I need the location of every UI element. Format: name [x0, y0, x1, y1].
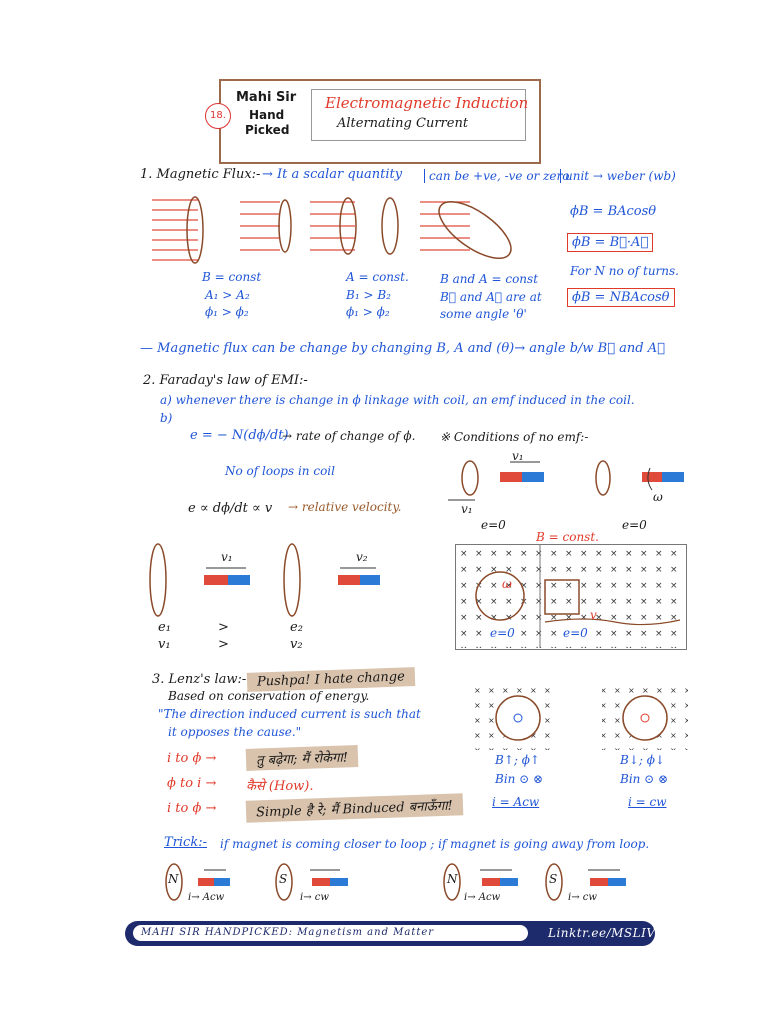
- cond-e0-b: e=0: [622, 518, 647, 532]
- cond-omega-label: ω: [653, 490, 663, 504]
- b-const-label: B = const.: [536, 530, 599, 544]
- flux-heading: 1. Magnetic Flux:-: [140, 167, 261, 182]
- m1-pole: N: [168, 872, 179, 886]
- m2-current: i→ cw: [300, 892, 329, 903]
- loop-b2: [382, 198, 398, 254]
- relative-velocity: → relative velocity.: [288, 500, 402, 514]
- author-line2: Hand: [249, 108, 285, 122]
- lenz-line2-label: ϕ to i →: [167, 776, 217, 791]
- author-line1: Mahi Sir: [236, 90, 297, 105]
- footer-link[interactable]: Linktr.ee/MSLIVE: [548, 926, 665, 940]
- left-fig-line3: i = Acw: [492, 795, 540, 809]
- page-title: Electromagnetic Induction: [325, 94, 529, 112]
- right-fig-line2: Bin ⊙ ⊗: [620, 772, 669, 786]
- case2-line1: A = const.: [346, 270, 409, 284]
- case3-line3: some angle 'θ': [440, 307, 527, 321]
- flux-def-unit: unit → weber (wb): [560, 169, 676, 183]
- cmp-e1: e₁: [158, 620, 171, 635]
- case2-line3: ϕ₁ > ϕ₂: [346, 305, 390, 319]
- field-v-label: v: [590, 608, 597, 622]
- m4-pole: S: [549, 872, 558, 886]
- faraday-point-a: a) whenever there is change in ϕ linkage with coil, an emf induced in the coil.: [160, 393, 635, 407]
- cmp-v2: v₂: [290, 637, 303, 652]
- emf-proportional: e ∝ dϕ/dt ∝ v: [188, 501, 273, 516]
- lenz-loop-diagrams: [470, 682, 690, 752]
- lenz-quote1: "The direction induced current is such that: [158, 707, 421, 721]
- no-emf-conditions: ※ Conditions of no emf:-: [440, 430, 589, 444]
- m4-current: i→ cw: [568, 892, 597, 903]
- faraday-point-b: b): [160, 411, 173, 425]
- flux-diagrams: [150, 190, 530, 270]
- flux-def-scalar: → It a scalar quantity: [262, 167, 403, 182]
- field-e0-a: e=0: [490, 626, 515, 640]
- case1-line1: B = const: [202, 270, 262, 284]
- flux-change-note: — Magnetic flux can be change by changing B, A and (θ)→ angle b/w B⃗ and A⃗: [140, 341, 665, 356]
- lenz-based: Based on conservation of energy.: [168, 689, 370, 703]
- n-turns-note: For N no of turns.: [570, 264, 679, 278]
- case2-line2: B₁ > B₂: [346, 288, 391, 302]
- cmp-v1-label: v₁: [221, 550, 233, 564]
- no-of-loops: No of loops in coil: [225, 464, 335, 478]
- footer-series-title: MAHI SIR HANDPICKED: Magnetism and Matter: [133, 925, 528, 941]
- case3-line2: B⃗ and A⃗ are at: [440, 290, 542, 304]
- loop-tilted: [430, 191, 519, 269]
- page-number-badge: 18.: [205, 103, 231, 129]
- lenz-heading: 3. Lenz's law:-: [152, 672, 247, 687]
- faraday-heading: 2. Faraday's law of EMI:-: [143, 373, 308, 388]
- no-emf-diagrams: [440, 448, 700, 518]
- field-lines-b: [240, 202, 280, 250]
- flux-eq1: ϕB = BAcosθ: [570, 204, 657, 219]
- cmp-e2: e₂: [290, 620, 303, 635]
- cmp-v1: v₁: [158, 637, 171, 652]
- pushpa-tape: Pushpa! I hate change: [247, 667, 415, 692]
- m2-pole: S: [279, 872, 288, 886]
- flux-eq2: ϕB = B⃗·A⃗: [567, 233, 653, 252]
- trick-label: Trick:-: [164, 835, 207, 850]
- right-fig-line3: i = cw: [628, 795, 667, 809]
- m3-current: i→ Acw: [464, 892, 501, 903]
- m1-current: i→ Acw: [188, 892, 225, 903]
- cond-v1b-label: v₁: [461, 502, 473, 516]
- cond-v1-label: v₁: [512, 449, 524, 463]
- flux-def-sign: can be +ve, -ve or zero: [424, 169, 570, 183]
- field-lines-a: [152, 200, 198, 260]
- case3-line1: B and A = const: [440, 272, 539, 286]
- lenz-line1-label: i to ϕ →: [167, 751, 217, 766]
- left-fig-line2: Bin ⊙ ⊗: [495, 772, 544, 786]
- right-fig-line1: B↓; ϕ↓: [620, 753, 665, 767]
- cond-e0-a: e=0: [481, 518, 506, 532]
- page-subtitle: Alternating Current: [337, 116, 469, 131]
- cmp-v2-label: v₂: [356, 550, 368, 564]
- field-lines-c: [310, 202, 355, 250]
- cmp-gt1: >: [218, 620, 229, 635]
- field-omega-label: ω: [502, 577, 512, 591]
- field-e0-b: e=0: [563, 626, 588, 640]
- lenz-line1-hindi: तु बढ़ेगा; मैं रोकेगा!: [246, 745, 359, 771]
- emf-equation: e = − N(dϕ/dt): [190, 428, 289, 443]
- author-line3: Picked: [245, 123, 290, 137]
- rate-of-change: → rate of change of ϕ.: [282, 429, 416, 443]
- case1-line2: A₁ > A₂: [205, 288, 250, 302]
- flux-eq3: ϕB = NBAcosθ: [567, 288, 675, 307]
- lenz-line2-hindi: कैसे (How).: [246, 779, 314, 794]
- lenz-line3-hindi: Simple है रे; मैं Binduced बनाऊँगा!: [246, 793, 463, 823]
- left-fig-line1: B↑; ϕ↑: [495, 753, 540, 767]
- cmp-gt2: >: [218, 637, 229, 652]
- emf-comparison-diagram: [140, 540, 380, 620]
- lenz-line3-label: i to ϕ →: [167, 801, 217, 816]
- case1-line3: ϕ₁ > ϕ₂: [205, 305, 249, 319]
- m3-pole: N: [447, 872, 458, 886]
- loop-small: [279, 200, 291, 252]
- trick-text: if magnet is coming closer to loop ; if magnet is going away from loop.: [220, 837, 650, 851]
- lenz-quote2: it opposes the cause.": [168, 725, 302, 739]
